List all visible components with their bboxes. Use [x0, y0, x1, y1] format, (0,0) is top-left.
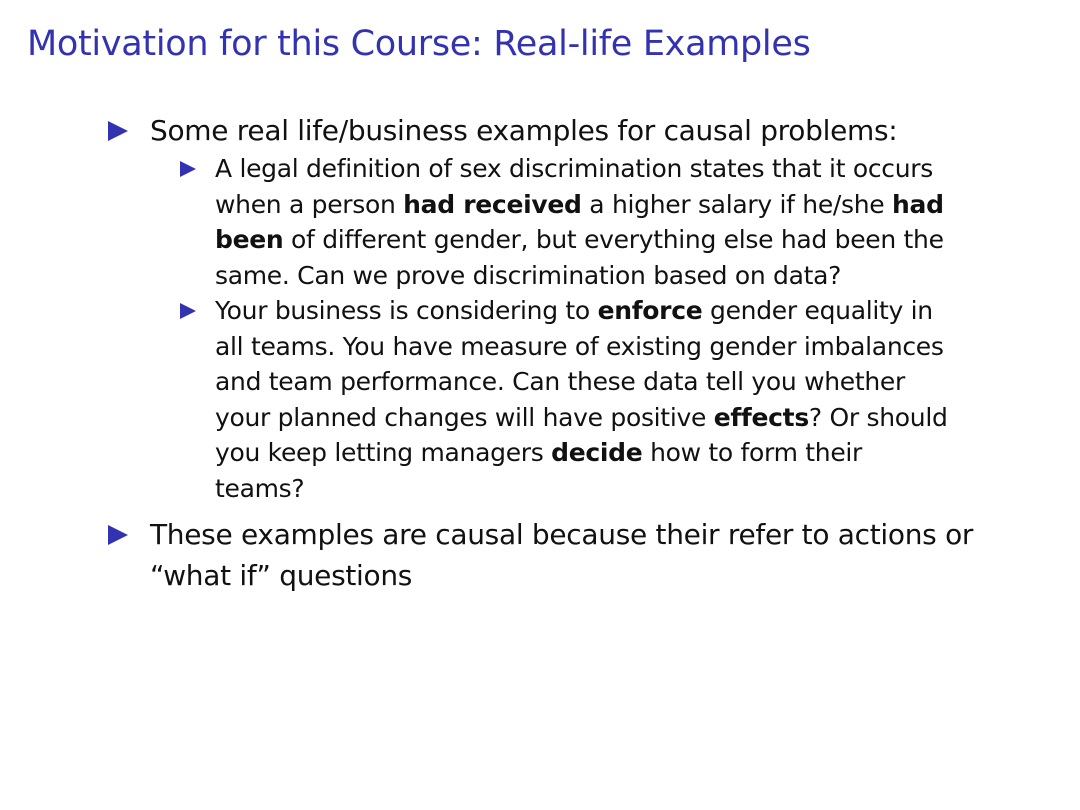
- text-segment: of different gender, but everything else had been the same. Can we prove discrimination based on data?: [215, 225, 944, 290]
- sub-bullet-arrow-icon: [180, 151, 196, 187]
- bullet-arrow-icon: [108, 514, 128, 555]
- bullet-arrow-icon: [108, 110, 128, 151]
- text-segment: ? Or should you keep letting managers: [215, 402, 948, 467]
- sub-bullet-text: [215, 296, 948, 503]
- sub-bullet-list: [173, 151, 1008, 506]
- sub-bullet-item: [173, 293, 955, 506]
- text-segment: gender equality in all teams. You have measure of existing gender imbalances and team performance. Can these data tell you whether your planned changes will have positive: [215, 296, 944, 432]
- text-segment: A legal definition of sex discrimination states that it occurs when a person: [215, 154, 933, 219]
- sub-bullet-item: [173, 151, 955, 293]
- bullet-text: Some real life/business examples for causal problems:: [150, 114, 898, 147]
- bold-text-segment: enforce: [597, 296, 703, 325]
- text-segment: Your business is considering to: [215, 296, 598, 325]
- bullet-list: [108, 110, 1008, 596]
- sub-bullet-arrow-icon: [180, 293, 196, 329]
- bold-text-segment: had received: [403, 189, 582, 219]
- bullet-item: [108, 514, 1008, 596]
- text-segment: how to form their teams?: [215, 438, 863, 503]
- bold-text-segment: had been: [215, 189, 944, 254]
- bullet-item: [108, 110, 1008, 506]
- bullet-text: These examples are causal because their refer to actions or “what if” questions: [150, 518, 974, 592]
- text-segment: a higher salary if he/she: [581, 189, 893, 219]
- bold-text-segment: effects: [713, 402, 809, 432]
- sub-bullet-text: [215, 154, 944, 290]
- slide-title: Motivation for this Course: Real-life Examples: [27, 24, 811, 64]
- bold-text-segment: decide: [551, 438, 643, 467]
